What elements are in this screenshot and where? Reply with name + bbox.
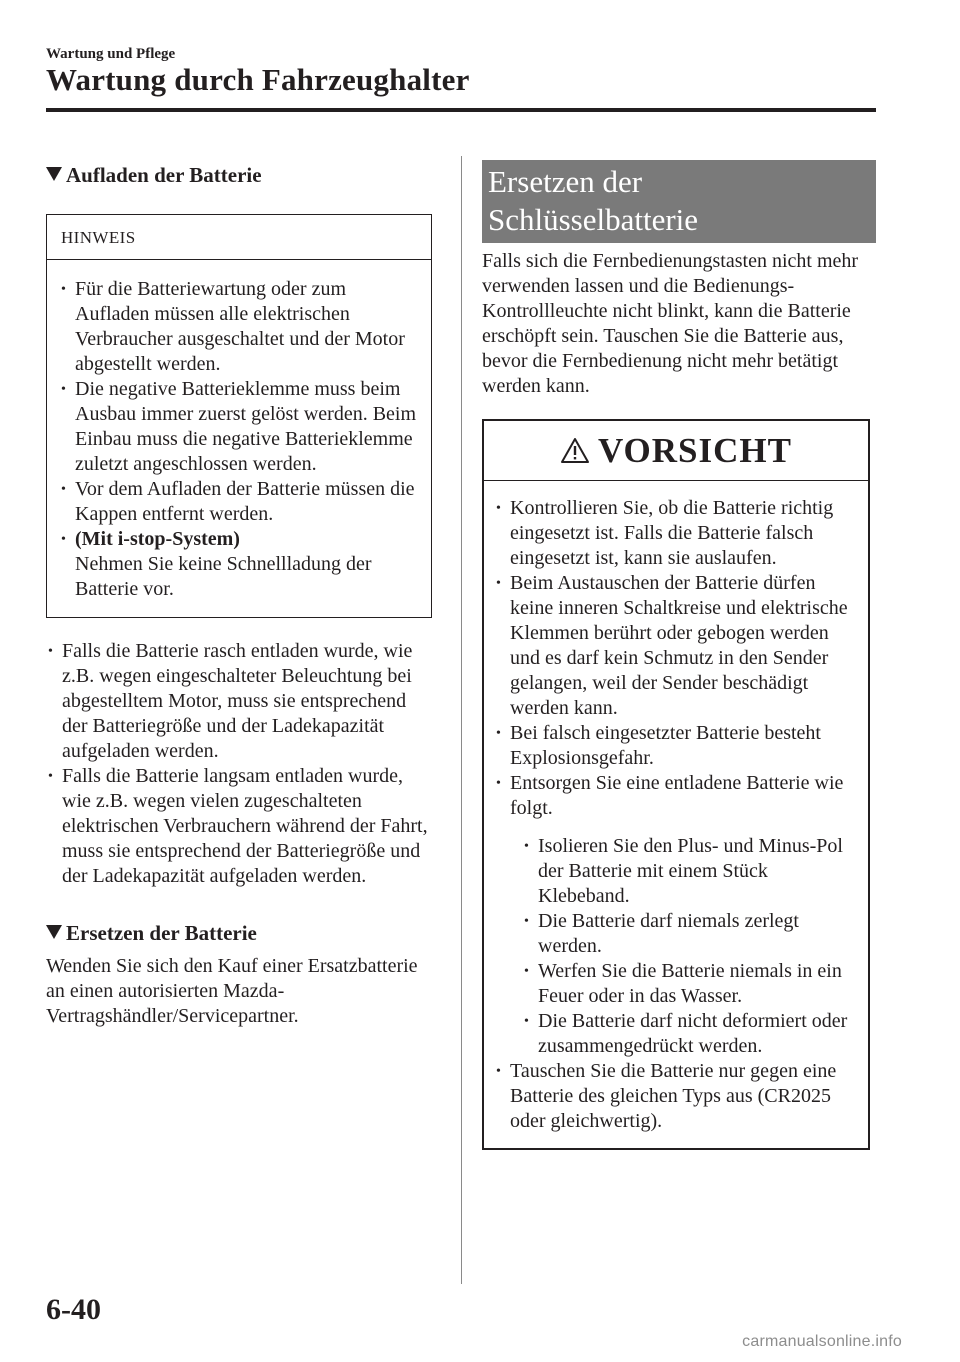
charging-heading-text: Aufladen der Batterie: [66, 162, 262, 187]
istop-label: (Mit i-stop-System): [75, 528, 240, 550]
page-number: 6-40: [46, 1293, 101, 1326]
section-banner-line-1: Ersetzen der: [488, 164, 643, 199]
note-title: HINWEIS: [47, 215, 431, 260]
caution-sublist: [522, 834, 862, 1059]
caution-box: [482, 419, 870, 1150]
charging-item: • Falls die Batterie rasch entladen wurde, wie z.B. wegen eingeschalteter Beleuchtung bei abgestelltem Motor, muss sie entsprechend der Batteriegröße und der Ladekapazität aufgeladen werden.: [46, 639, 436, 764]
section-banner: [482, 160, 876, 243]
caution-item: • Tauschen Sie die Batterie nur gegen eine Batterie des gleichen Typs aus (CR2025 oder gleichwertig).: [494, 1059, 862, 1134]
note-item-istop: [59, 527, 421, 602]
caution-subitem: • Werfen Sie die Batterie niemals in ein Feuer oder in das Wasser.: [522, 959, 862, 1009]
column-divider: [461, 156, 462, 1284]
section-label: Wartung und Pflege: [46, 46, 176, 62]
caution-list: [494, 496, 862, 1134]
caution-title: VORSICHT: [597, 431, 792, 470]
caution-item-text: Entsorgen Sie eine entladene Batterie wie folgt.: [510, 772, 844, 819]
intro-text: Falls sich die Fernbedienungstasten nicht mehr verwenden lassen und die Bedienungs-Kontrollleuchte nicht blinkt, kann die Batterie erschöpft sein. Tauschen Sie die Batterie aus, bevor die Fernbedienung nicht mehr betätigt werden kann.: [482, 250, 859, 397]
note-item: • Für die Batteriewartung oder zum Aufladen müssen alle elektrischen Verbraucher ausgeschaltet und der Motor abgestellt werden.: [59, 277, 421, 377]
note-item: • Vor dem Aufladen der Batterie müssen die Kappen entfernt werden.: [59, 477, 421, 527]
caution-body: [484, 481, 868, 1148]
replace-text: Wenden Sie sich den Kauf einer Ersatzbatterie an einen autorisierten Mazda-Vertragshändler/Servicepartner.: [46, 955, 418, 1027]
charging-item: • Falls die Batterie langsam entladen wurde, wie z.B. wegen vielen zugeschalteten elektrischen Verbrauchern während der Fahrt, muss sie entsprechend der Batteriegröße und der Ladekapazität aufgeladen werden.: [46, 764, 436, 889]
caution-subitem: • Isolieren Sie den Plus- und Minus-Pol der Batterie mit einem Stück Klebeband.: [522, 834, 862, 909]
triangle-down-icon: [46, 167, 62, 181]
header-rule: [46, 108, 876, 112]
caution-item: [494, 771, 862, 1059]
note-item: • Die negative Batterieklemme muss beim Ausbau immer zuerst gelöst werden. Beim Einbau muss die negative Batterieklemme zuletzt angeschlossen werden.: [59, 377, 421, 477]
left-column: [46, 160, 436, 1029]
section-banner-line-2: Schlüsselbatterie: [488, 202, 699, 237]
charging-heading: [46, 160, 436, 190]
caution-header: [484, 421, 868, 481]
caution-item: • Bei falsch eingesetzter Batterie besteht Explosionsgefahr.: [494, 721, 862, 771]
caution-subitem: • Die Batterie darf niemals zerlegt werden.: [522, 909, 862, 959]
watermark: carmanualsonline.info: [742, 1333, 902, 1350]
warning-triangle-icon: [560, 437, 590, 464]
caution-item: • Beim Austauschen der Batterie dürfen keine inneren Schaltkreise und elektrische Klemmen berührt oder gebogen werden und es darf kein Schmutz in den Sender gelangen, weil der Sender beschädigt werden kann.: [494, 571, 862, 721]
istop-text: Nehmen Sie keine Schnellladung der Batterie vor.: [75, 553, 372, 600]
right-column: [482, 160, 880, 1150]
triangle-down-icon: [46, 925, 62, 939]
caution-item: • Kontrollieren Sie, ob die Batterie richtig eingesetzt ist. Falls die Batterie falsch eingesetzt ist, kann sie auslaufen.: [494, 496, 862, 571]
note-list: [59, 277, 421, 602]
note-box: [46, 214, 432, 618]
page-title: Wartung durch Fahrzeughalter: [46, 62, 470, 97]
replace-heading: [46, 918, 436, 948]
caution-subitem: • Die Batterie darf nicht deformiert oder zusammengedrückt werden.: [522, 1009, 862, 1059]
note-body: [47, 260, 431, 617]
replace-heading-text: Ersetzen der Batterie: [66, 920, 257, 945]
charging-list: [46, 639, 436, 889]
